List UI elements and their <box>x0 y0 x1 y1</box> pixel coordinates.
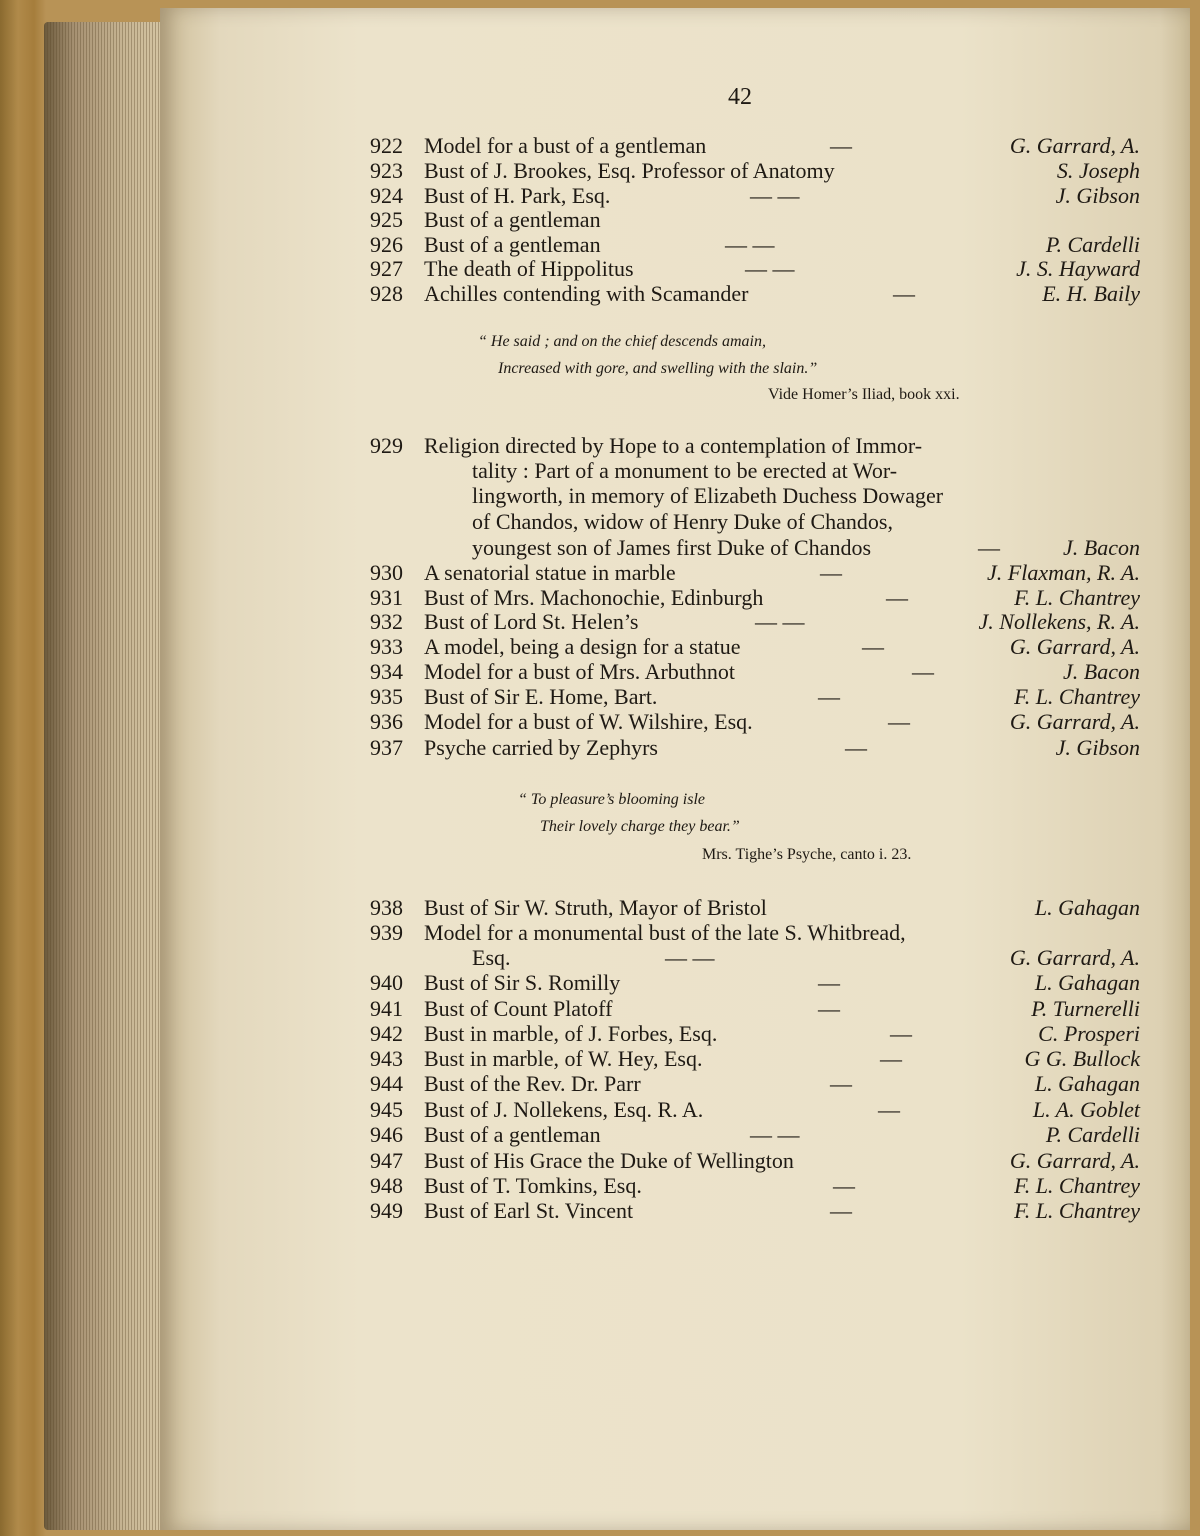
catalogue-entry-final-line <box>0 945 1200 971</box>
entry-number: 935 <box>370 684 403 709</box>
entry-number: 939 <box>370 920 403 945</box>
entry-title: A senatorial statue in marble <box>424 560 676 585</box>
entry-title-continued: Esq. <box>472 945 511 970</box>
entry-artist: G. Garrard, A. <box>1009 945 1140 970</box>
entry-title: Model for a bust of W. Wilshire, Esq. <box>424 709 753 734</box>
catalogue-entry <box>0 207 1200 233</box>
entry-dashes: — <box>845 735 867 760</box>
entry-artist: J. S. Hayward <box>1016 256 1140 281</box>
entry-artist: G G. Bullock <box>1024 1046 1140 1071</box>
entry-dashes: — <box>818 996 840 1021</box>
quotation-line: Their lovely charge they bear.” <box>540 818 740 835</box>
entry-title: Model for a bust of a gentleman <box>424 133 707 158</box>
entry-number: 924 <box>370 183 403 208</box>
catalogue-entry <box>0 158 1200 184</box>
entry-artist: J. Nollekens, R. A. <box>978 609 1140 634</box>
entry-title: Bust of a gentleman <box>424 232 601 257</box>
entry-dashes: — <box>830 1071 852 1096</box>
entry-title: A model, being a design for a statue <box>424 634 741 659</box>
catalogue-entry <box>0 133 1200 159</box>
entry-dashes: — <box>893 281 915 306</box>
entry-dashes: — <box>830 133 852 158</box>
entry-artist: L. A. Goblet <box>1032 1097 1140 1122</box>
entry-artist: F. L. Chantrey <box>1014 684 1140 709</box>
entry-title: Model for a bust of Mrs. Arbuthnot <box>424 659 736 684</box>
entry-artist: J. Flaxman, R. A. <box>987 560 1140 585</box>
entry-number: 932 <box>370 609 403 634</box>
catalogue-entry <box>0 585 1200 611</box>
entry-number: 925 <box>370 207 403 232</box>
entry-number: 946 <box>370 1122 403 1147</box>
catalogue-entry <box>0 232 1200 258</box>
catalogue-entry <box>0 1097 1200 1123</box>
entry-title: Bust of Earl St. Vincent <box>424 1198 634 1223</box>
entry-title: Bust of Mrs. Machonochie, Edinburgh <box>424 585 764 610</box>
entry-artist: G. Garrard, A. <box>1009 1148 1140 1173</box>
quotation-citation: Mrs. Tighe’s Psyche, canto i. 23. <box>702 846 912 863</box>
entry-artist: F. L. Chantrey <box>1014 1173 1140 1198</box>
entry-artist: J. Bacon <box>1063 535 1140 560</box>
catalogue-entry <box>0 560 1200 586</box>
entry-title-continued: of Chandos, widow of Henry Duke of Chandos, <box>472 509 893 534</box>
entry-number: 931 <box>370 585 403 610</box>
entry-artist: P. Cardelli <box>1045 1122 1140 1147</box>
entry-number: 936 <box>370 709 403 734</box>
entry-artist: J. Gibson <box>1055 735 1140 760</box>
entry-title-continued: lingworth, in memory of Elizabeth Duchess Dowager <box>472 483 944 508</box>
entry-artist: J. Bacon <box>1063 659 1140 684</box>
entry-title: Bust of H. Park, Esq. <box>424 183 611 208</box>
catalogue-entry <box>0 1071 1200 1097</box>
catalogue-entry <box>0 609 1200 635</box>
catalogue-entry <box>0 433 1200 459</box>
entry-number: 933 <box>370 634 403 659</box>
entry-dashes: — <box>890 1021 912 1046</box>
entry-artist: G. Garrard, A. <box>1009 133 1140 158</box>
entry-artist: S. Joseph <box>1056 158 1140 183</box>
quotation-line: “ He said ; and on the chief descends amain, <box>478 333 766 350</box>
catalogue-entry <box>0 1046 1200 1072</box>
entry-title: Bust of Sir W. Struth, Mayor of Bristol <box>424 895 767 920</box>
entry-dashes: — <box>888 709 910 734</box>
entry-title: Bust of a gentleman <box>424 1122 601 1147</box>
entry-title: Religion directed by Hope to a contemplation of Immor- <box>424 433 923 458</box>
entry-number: 938 <box>370 895 403 920</box>
entry-dashes: — — <box>750 183 800 208</box>
catalogue-entry <box>0 183 1200 209</box>
entry-artist: P. Turnerelli <box>1031 996 1140 1021</box>
entry-number: 948 <box>370 1173 403 1198</box>
entry-dashes: — <box>878 1097 900 1122</box>
entry-artist: L. Gahagan <box>1034 1071 1140 1096</box>
entry-title: Psyche carried by Zephyrs <box>424 735 658 760</box>
entry-title: Bust of T. Tomkins, Esq. <box>424 1173 642 1198</box>
entry-number: 929 <box>370 433 403 458</box>
entry-artist: E. H. Baily <box>1042 281 1140 306</box>
catalogue-entry <box>0 970 1200 996</box>
quotation-line: “ To pleasure’s blooming isle <box>518 791 705 808</box>
entry-number: 947 <box>370 1148 403 1173</box>
entry-artist: F. L. Chantrey <box>1014 1198 1140 1223</box>
entry-number: 949 <box>370 1198 403 1223</box>
entry-title: Bust of J. Nollekens, Esq. R. A. <box>424 1097 704 1122</box>
catalogue-entry <box>0 634 1200 660</box>
entry-dashes: — <box>978 535 1000 560</box>
catalogue-entry <box>0 281 1200 307</box>
entry-number: 937 <box>370 735 403 760</box>
entry-artist: L. Gahagan <box>1034 895 1140 920</box>
catalogue-entry-final-line <box>0 535 1200 561</box>
catalogue-entry <box>0 735 1200 761</box>
entry-title: Bust of Sir E. Home, Bart. <box>424 684 658 709</box>
entry-dashes: — <box>818 970 840 995</box>
entry-number: 941 <box>370 996 403 1021</box>
catalogue-entry <box>0 659 1200 685</box>
catalogue-entry <box>0 1198 1200 1224</box>
catalogue-entry <box>0 1122 1200 1148</box>
entry-dashes: — — <box>755 609 805 634</box>
catalogue-entry <box>0 1148 1200 1174</box>
entry-dashes: — <box>818 684 840 709</box>
quotation-citation: Vide Homer’s Iliad, book xxi. <box>768 386 960 403</box>
page-number: 42 <box>728 84 752 110</box>
entry-number: 934 <box>370 659 403 684</box>
catalogue-entry <box>0 1173 1200 1199</box>
entry-title-continued: tality : Part of a monument to be erected at Wor- <box>472 458 898 483</box>
entry-title: Model for a monumental bust of the late S. Whitbread, <box>424 920 906 945</box>
entry-artist: F. L. Chantrey <box>1014 585 1140 610</box>
catalogue-entry <box>0 684 1200 710</box>
entry-title: Bust of J. Brookes, Esq. Professor of Anatomy <box>424 158 835 183</box>
entry-title: Bust of Count Platoff <box>424 996 613 1021</box>
entry-dashes: — <box>880 1046 902 1071</box>
entry-number: 922 <box>370 133 403 158</box>
entry-dashes: — <box>820 560 842 585</box>
entry-artist: C. Prosperi <box>1038 1021 1140 1046</box>
entry-dashes: — — <box>745 256 795 281</box>
entry-title: Bust of Lord St. Helen’s <box>424 609 639 634</box>
entry-title-continued: youngest son of James first Duke of Chandos <box>472 535 872 560</box>
entry-dashes: — — <box>750 1122 800 1147</box>
entry-artist: L. Gahagan <box>1034 970 1140 995</box>
entry-title: The death of Hippolitus <box>424 256 634 281</box>
entry-dashes: — <box>833 1173 855 1198</box>
entry-number: 943 <box>370 1046 403 1071</box>
entry-title: Bust in marble, of J. Forbes, Esq. <box>424 1021 718 1046</box>
entry-number: 930 <box>370 560 403 585</box>
entry-title: Achilles contending with Scamander <box>424 281 749 306</box>
catalogue-entry <box>0 709 1200 735</box>
entry-dashes: — <box>862 634 884 659</box>
catalogue-entry <box>0 1021 1200 1047</box>
entry-artist: G. Garrard, A. <box>1009 634 1140 659</box>
catalogue-entry <box>0 895 1200 921</box>
entry-number: 927 <box>370 256 403 281</box>
entry-dashes: — <box>886 585 908 610</box>
entry-artist: J. Gibson <box>1055 183 1140 208</box>
catalogue-entry <box>0 256 1200 282</box>
entry-title: Bust of the Rev. Dr. Parr <box>424 1071 641 1096</box>
catalogue-entry <box>0 920 1200 946</box>
entry-number: 926 <box>370 232 403 257</box>
entry-number: 942 <box>370 1021 403 1046</box>
entry-title: Bust of Sir S. Romilly <box>424 970 621 995</box>
entry-dashes: — — <box>725 232 775 257</box>
entry-artist: G. Garrard, A. <box>1009 709 1140 734</box>
entry-title: Bust of His Grace the Duke of Wellington <box>424 1148 794 1173</box>
entry-number: 944 <box>370 1071 403 1096</box>
catalogue-entry <box>0 996 1200 1022</box>
entry-title: Bust of a gentleman <box>424 207 601 232</box>
entry-artist: P. Cardelli <box>1045 232 1140 257</box>
entry-dashes: — <box>830 1198 852 1223</box>
entry-number: 928 <box>370 281 403 306</box>
entry-dashes: — — <box>665 945 715 970</box>
entry-title: Bust in marble, of W. Hey, Esq. <box>424 1046 703 1071</box>
entry-number: 923 <box>370 158 403 183</box>
quotation-line: Increased with gore, and swelling with the slain.” <box>498 360 818 377</box>
entry-number: 940 <box>370 970 403 995</box>
entry-dashes: — <box>912 659 934 684</box>
entry-number: 945 <box>370 1097 403 1122</box>
